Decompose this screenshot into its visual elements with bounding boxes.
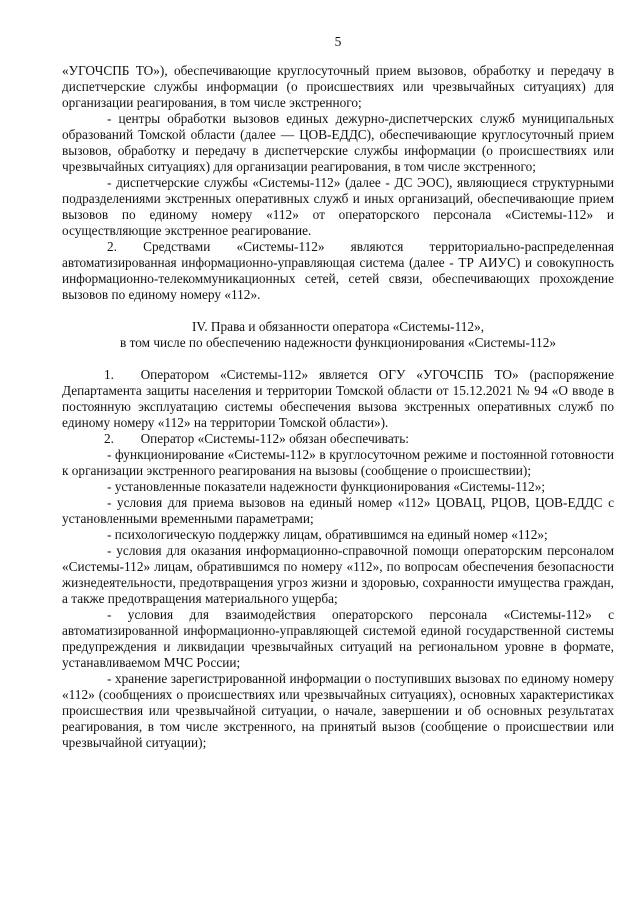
section-heading-line-1: IV. Права и обязанности оператора «Системы-112», — [191, 319, 485, 334]
paragraph-system-means: 2. Средствами «Системы-112» являются территориально-распределенная автоматизированная информационно-управляющая система (далее - ТР АИУС) и совокупность информационно-телекоммуникационных сетей, сетей связи, обеспечивающих прохождение вызовов по единому номеру «112». — [62, 239, 614, 302]
paragraph-operator-obligations: 2. Оператор «Системы-112» обязан обеспечивать: — [104, 431, 409, 446]
list-item-reference-help: - условия для оказания информационно-справочной помощи операторским персоналом «Системы-112» лицам, обратившимся по номеру «112», по вопросам обеспечения безопасности жизнедеятельности, предотвращения угроз жизни и здоровью, сохранности имущества граждан, а также предотвращения материального ущерба; — [62, 543, 614, 606]
page-number: 5 — [334, 34, 342, 49]
document-body — [62, 63, 614, 751]
paragraph-ds-eos: - диспетчерские службы «Системы-112» (далее - ДС ЭОС), являющиеся структурными подразделениями экстренных оперативных служб и иных организаций, обеспечивающие прием вызовов по единому номеру «112» от операторского персонала «Системы-112» и осуществляющие экстренное реагирование. — [62, 175, 614, 238]
section-heading — [62, 319, 614, 351]
list-item-interaction: - условия для взаимодействия операторского персонала «Системы-112» с автоматизированной информационно-управляющей системой единой государственной системы предупреждения и ликвидации чрезвычайных ситуаций на региональном уровне в формате, устанавливаемом МЧС России; — [62, 607, 614, 670]
list-item-psychological-support: - психологическую поддержку лицам, обратившимся на единый номер «112»; — [107, 527, 548, 542]
list-item-storage: - хранение зарегистрированной информации о поступивших вызовах по единому номеру «112» (сообщениях о происшествиях или чрезвычайных ситуациях), основных характеристиках происшествия или чрезвычайной ситуации, о начале, завершении и об основных результатах реагирования, в том числе экстренного, на принятый вызов (сообщение о происшествии или чрезвычайной ситуации); — [62, 671, 614, 750]
paragraph-cov-edds: - центры обработки вызовов единых дежурно-диспетчерских служб муниципальных образований Томской области (далее — ЦОВ-ЕДДС), обеспечивающие круглосуточный прием вызовов, обработку и передачу в диспетчерские службы информации (о происшествиях или чрезвычайных ситуациях) для организации реагирования, в том числе экстренного; — [62, 111, 614, 174]
paragraph-operator: 1. Оператором «Системы-112» является ОГУ «УГОЧСПБ ТО» (распоряжение Департамента защиты населения и территории Томской области от 15.12.2021 № 94 «О вводе в постоянную эксплуатацию системы обеспечения вызова экстренных оперативных служб по единому номеру «112» на территории Томской области»). — [62, 367, 614, 430]
section-heading-line-2: в том числе по обеспечению надежности функционирования «Системы-112» — [119, 335, 556, 350]
list-item-reliability: - установленные показатели надежности функционирования «Системы-112»; — [107, 479, 546, 494]
paragraph-continuation: «УГОЧСПБ ТО»), обеспечивающие круглосуточный прием вызовов, обработку и передачу в диспетчерские службы информации (о происшествиях или чрезвычайных ситуациях) для организации реагирования, в том числе экстренного; — [62, 63, 614, 110]
list-item-call-reception: - условия для приема вызовов на единый номер «112» ЦОВАЦ, РЦОВ, ЦОВ-ЕДДС с установленными временными параметрами; — [62, 495, 614, 526]
list-item-functioning: - функционирование «Системы-112» в круглосуточном режиме и постоянной готовности к организации экстренного реагирования на вызовы (сообщение о происшествии); — [62, 447, 614, 478]
